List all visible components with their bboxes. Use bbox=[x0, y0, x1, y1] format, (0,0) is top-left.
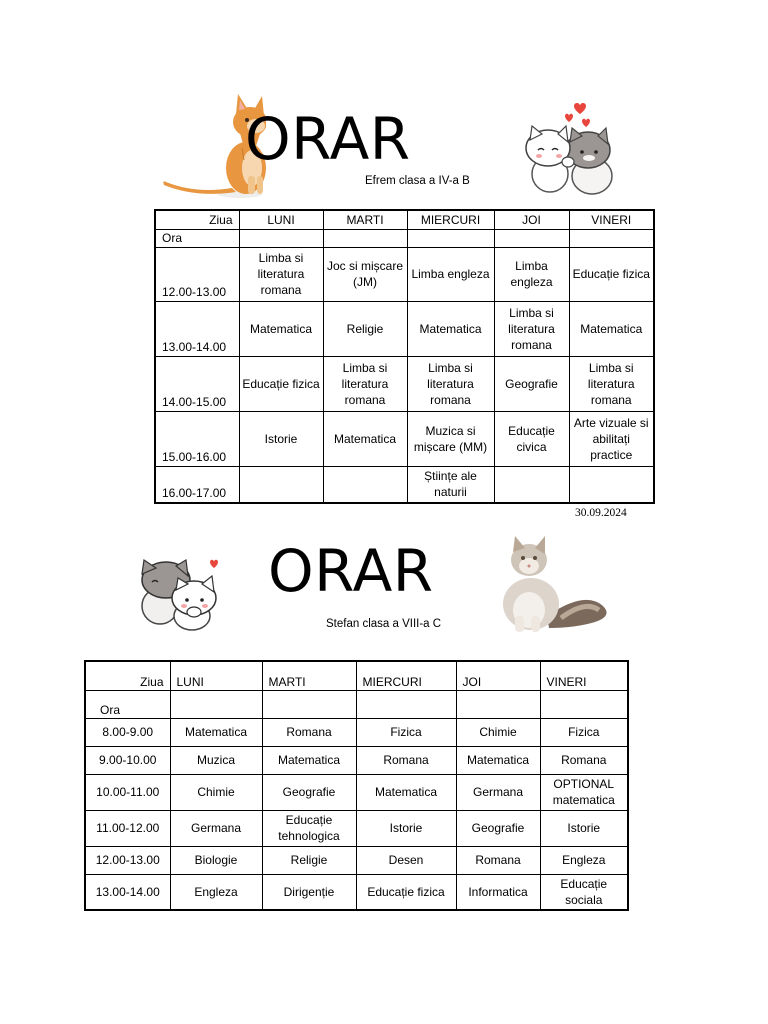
subject-cell: Geografie bbox=[456, 810, 540, 846]
subject-cell: Romana bbox=[262, 718, 356, 746]
table-row bbox=[85, 746, 628, 774]
schedule2-subtitle: Stefan clasa a VIII-a C bbox=[326, 618, 442, 630]
schedule1-subtitle: Efrem clasa a IV-a B bbox=[365, 175, 470, 187]
subject-cell: Științe ale naturii bbox=[407, 466, 494, 503]
table-row bbox=[85, 810, 628, 846]
subject-cell: Educație fizica bbox=[239, 356, 323, 411]
cat-couple-image bbox=[502, 88, 640, 200]
subject-cell: Matematica bbox=[262, 746, 356, 774]
table-row bbox=[155, 356, 654, 411]
time-slot: 14.00-15.00 bbox=[155, 356, 239, 411]
subject-cell: Arte vizuale si abilitați practice bbox=[569, 411, 654, 466]
heart-icon bbox=[574, 103, 586, 114]
subject-cell: Educație tehnologica bbox=[262, 810, 356, 846]
subject-cell: Limba engleza bbox=[407, 247, 494, 301]
day-header: VINERI bbox=[540, 661, 628, 690]
schedule2-title: ORAR bbox=[268, 537, 434, 605]
subject-cell: Muzica si mișcare (MM) bbox=[407, 411, 494, 466]
subject-cell: Limba si literatura romana bbox=[239, 247, 323, 301]
time-slot: 8.00-9.00 bbox=[85, 718, 170, 746]
day-header: MIERCURI bbox=[356, 661, 456, 690]
header-row bbox=[85, 661, 628, 690]
subject-cell: Geografie bbox=[262, 774, 356, 810]
subject-cell: Limba si literatura romana bbox=[494, 301, 569, 356]
subject-cell: Limba si literatura romana bbox=[569, 356, 654, 411]
table-row bbox=[85, 846, 628, 874]
day-header: JOI bbox=[456, 661, 540, 690]
corner-hour-label: Ora bbox=[85, 690, 170, 718]
time-slot: 11.00-12.00 bbox=[85, 810, 170, 846]
subject-cell: Dirigenție bbox=[262, 874, 356, 910]
time-slot: 13.00-14.00 bbox=[85, 874, 170, 910]
subject-cell: Educație sociala bbox=[540, 874, 628, 910]
time-slot: 15.00-16.00 bbox=[155, 411, 239, 466]
subject-cell: Germana bbox=[170, 810, 262, 846]
subject-cell: Limba engleza bbox=[494, 247, 569, 301]
subject-cell: Educație civica bbox=[494, 411, 569, 466]
subject-cell bbox=[323, 466, 407, 503]
table-row bbox=[155, 466, 654, 503]
time-slot: 9.00-10.00 bbox=[85, 746, 170, 774]
subject-cell: Germana bbox=[456, 774, 540, 810]
day-header: VINERI bbox=[569, 210, 654, 229]
fluffy-cat-image bbox=[465, 530, 633, 638]
schedule2-table bbox=[84, 660, 629, 911]
day-header: MIERCURI bbox=[407, 210, 494, 229]
subject-cell bbox=[569, 466, 654, 503]
subject-cell: Romana bbox=[356, 746, 456, 774]
subject-cell: Matematica bbox=[407, 301, 494, 356]
subject-cell: Chimie bbox=[170, 774, 262, 810]
subject-cell bbox=[494, 466, 569, 503]
day-header: MARTI bbox=[262, 661, 356, 690]
subject-cell: Educație fizica bbox=[569, 247, 654, 301]
schedule1-title: ORAR bbox=[245, 105, 411, 173]
day-header: LUNI bbox=[170, 661, 262, 690]
time-slot: 13.00-14.00 bbox=[155, 301, 239, 356]
subject-cell: Educație fizica bbox=[356, 874, 456, 910]
subject-cell: Matematica bbox=[569, 301, 654, 356]
table-row bbox=[155, 247, 654, 301]
subject-cell: Matematica bbox=[239, 301, 323, 356]
subject-cell: Fizica bbox=[356, 718, 456, 746]
table-row bbox=[155, 301, 654, 356]
subject-cell: Romana bbox=[540, 746, 628, 774]
subject-cell: Istorie bbox=[356, 810, 456, 846]
cat-couple-heart-image bbox=[112, 520, 248, 638]
subject-cell: Joc si mișcare (JM) bbox=[323, 247, 407, 301]
subject-cell: Romana bbox=[456, 846, 540, 874]
subject-cell: Religie bbox=[262, 846, 356, 874]
subject-cell: OPTIONAL matematica bbox=[540, 774, 628, 810]
header-row bbox=[155, 210, 654, 229]
table-row bbox=[85, 874, 628, 910]
corner-day-label: Ziua bbox=[155, 210, 239, 229]
subject-cell: Engleza bbox=[540, 846, 628, 874]
time-slot: 12.00-13.00 bbox=[155, 247, 239, 301]
subject-cell: Biologie bbox=[170, 846, 262, 874]
time-slot: 12.00-13.00 bbox=[85, 846, 170, 874]
subject-cell: Matematica bbox=[356, 774, 456, 810]
day-header: JOI bbox=[494, 210, 569, 229]
hour-label-row bbox=[85, 690, 628, 718]
hour-label-row bbox=[155, 229, 654, 247]
table-row bbox=[155, 411, 654, 466]
subject-cell: Matematica bbox=[323, 411, 407, 466]
schedule1-table bbox=[154, 209, 655, 504]
day-header: LUNI bbox=[239, 210, 323, 229]
subject-cell: Desen bbox=[356, 846, 456, 874]
subject-cell: Limba si literatura romana bbox=[323, 356, 407, 411]
subject-cell: Fizica bbox=[540, 718, 628, 746]
schedule1-date: 30.09.2024 bbox=[575, 507, 627, 519]
subject-cell: Religie bbox=[323, 301, 407, 356]
subject-cell: Limba si literatura romana bbox=[407, 356, 494, 411]
subject-cell: Informatica bbox=[456, 874, 540, 910]
subject-cell bbox=[239, 466, 323, 503]
table-row bbox=[85, 774, 628, 810]
subject-cell: Istorie bbox=[540, 810, 628, 846]
subject-cell: Istorie bbox=[239, 411, 323, 466]
subject-cell: Matematica bbox=[456, 746, 540, 774]
corner-hour-label: Ora bbox=[155, 229, 239, 247]
table-row bbox=[85, 718, 628, 746]
subject-cell: Geografie bbox=[494, 356, 569, 411]
subject-cell: Muzica bbox=[170, 746, 262, 774]
time-slot: 10.00-11.00 bbox=[85, 774, 170, 810]
subject-cell: Matematica bbox=[170, 718, 262, 746]
corner-day-label: Ziua bbox=[85, 661, 170, 690]
heart-icon bbox=[210, 560, 218, 568]
time-slot: 16.00-17.00 bbox=[155, 466, 239, 503]
subject-cell: Chimie bbox=[456, 718, 540, 746]
day-header: MARTI bbox=[323, 210, 407, 229]
subject-cell: Engleza bbox=[170, 874, 262, 910]
